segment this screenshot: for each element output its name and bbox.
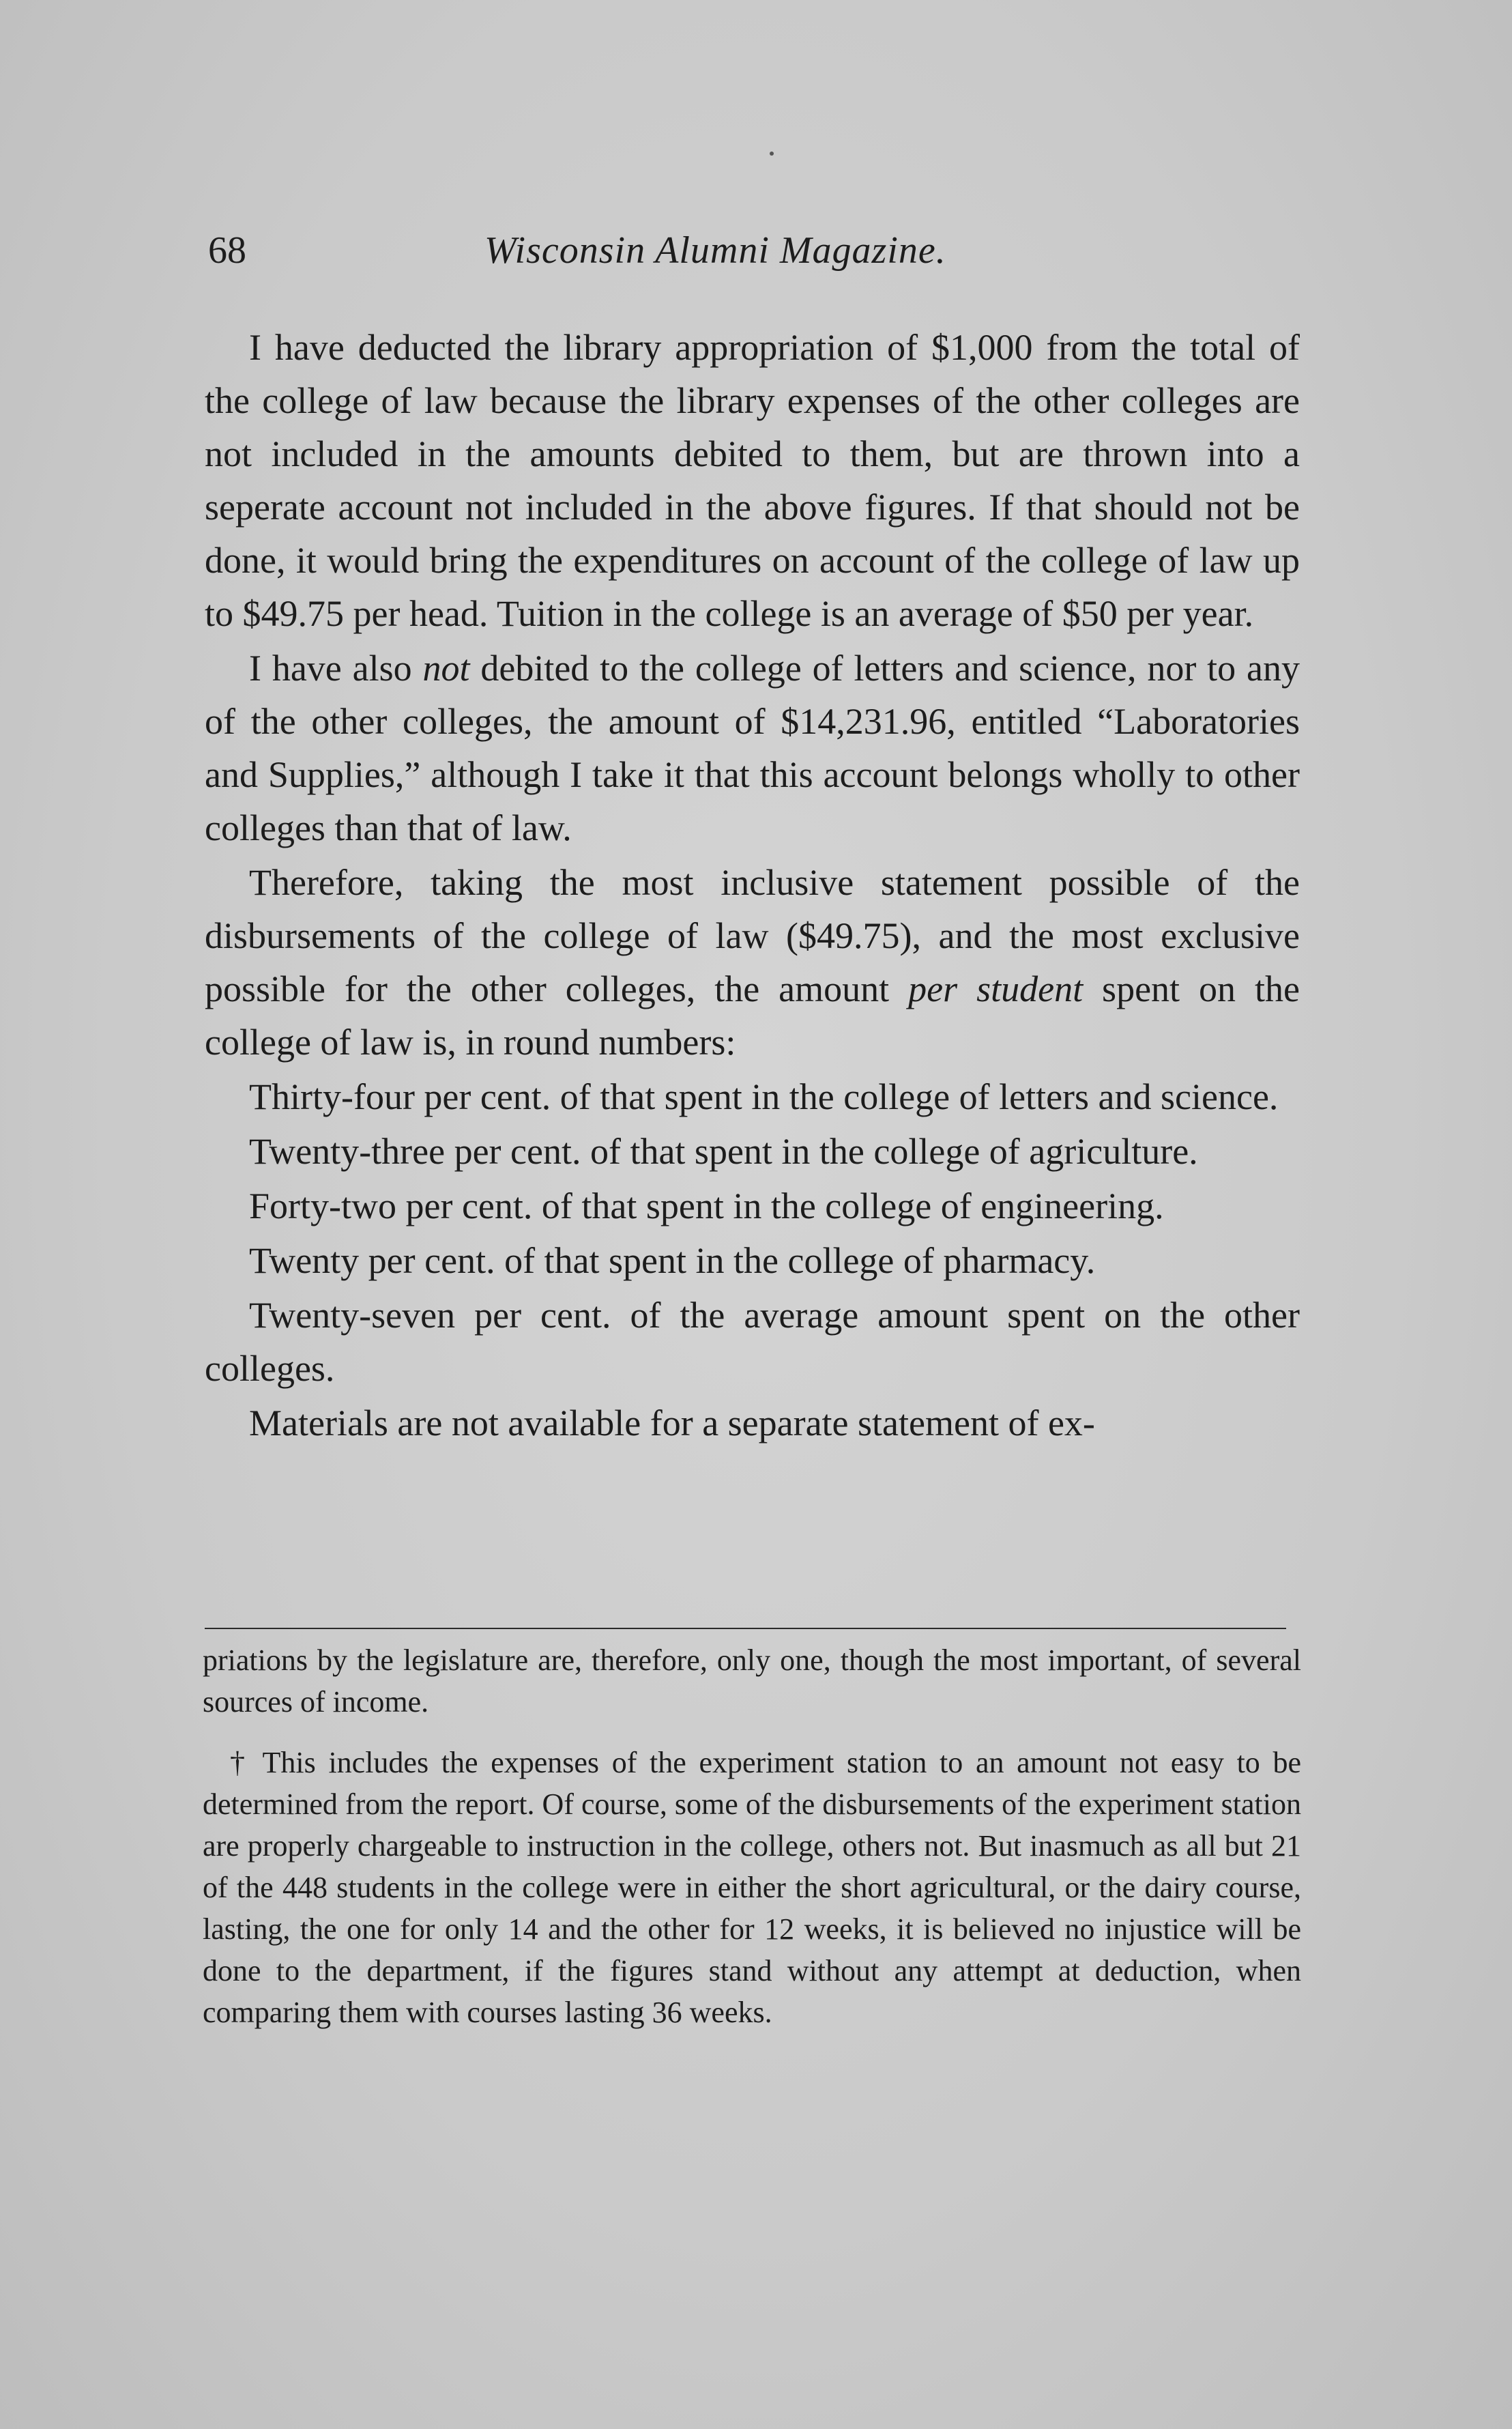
paragraph-pharmacy: Twenty per cent. of that spent in the college of pharmacy.: [249, 1240, 1096, 1281]
paragraph-letters-science: Thirty-four per cent. of that spent in the college of letters and science.: [249, 1076, 1279, 1117]
paragraph-engineering: Forty-two per cent. of that spent in the college of engineering.: [249, 1185, 1164, 1226]
emphasis-not: not: [422, 648, 470, 689]
paragraph-materials: Materials are not available for a separate statement of ex-: [249, 1403, 1095, 1443]
paragraph-library-appropriation: I have deducted the library appropriation of $1,000 from the total of the college of law because the library expenses of the other colleges are not included in the amounts debited to them, but are thrown into a seperate account not included in the above figures. If that should not be done, it would bring the expenditures on account of the college of law up to $49.75 per head. Tuition in the college is an average of $50 per year.: [205, 327, 1300, 634]
footnote-divider: [205, 1628, 1286, 1629]
paragraph-laboratories: [205, 642, 1300, 854]
paragraph-text: spent on the college of law is, in round numbers:: [205, 968, 1300, 1063]
paragraph-text: Therefore, taking the most inclusive statement possible of the disbursements of the college of law ($49.75), and the most exclusive possible for the other colleges, the amount: [205, 862, 1300, 1009]
footnotes: [203, 1639, 1301, 2033]
paragraph-text: debited to the college of letters and science, nor to any of the other colleges, the amount of $14,231.96, entitled “Laboratories and Supplies,” although I take it that this account belongs wholly to other colleges than that of law.: [205, 648, 1300, 848]
paragraph-per-student: [205, 856, 1300, 1069]
running-title: Wisconsin Alumni Magazine.: [484, 229, 946, 272]
paragraph-agriculture: Twenty-three per cent. of that spent in the college of agriculture.: [249, 1131, 1198, 1172]
paragraph-other-colleges: Twenty-seven per cent. of the average amount spent on the other colleges.: [205, 1295, 1300, 1389]
body-text: [205, 321, 1300, 1451]
footnote-dagger: † This includes the expenses of the experiment station to an amount not easy to be determined from the report. Of course, some of the disbursements of the experiment station are properly chargeable to instruction in the college, others not. But inasmuch as all but 21 of the 448 students in the college were in either the short agricultural, or the dairy course, lasting, the one for only 14 and the other for 12 weeks, it is believed no injustice will be done to the department, if the figures stand without any attempt at deduction, when comparing them with courses lasting 36 weeks.: [203, 1746, 1301, 2029]
paragraph-text: I have also: [249, 648, 423, 689]
ink-speck: [770, 152, 774, 156]
page-header: [208, 229, 1300, 283]
page-number: 68: [208, 229, 246, 272]
footnote-continuation: priations by the legislature are, therefore, only one, though the most important, of several sources of income.: [203, 1643, 1301, 1719]
emphasis-per-student: per student: [908, 968, 1084, 1009]
